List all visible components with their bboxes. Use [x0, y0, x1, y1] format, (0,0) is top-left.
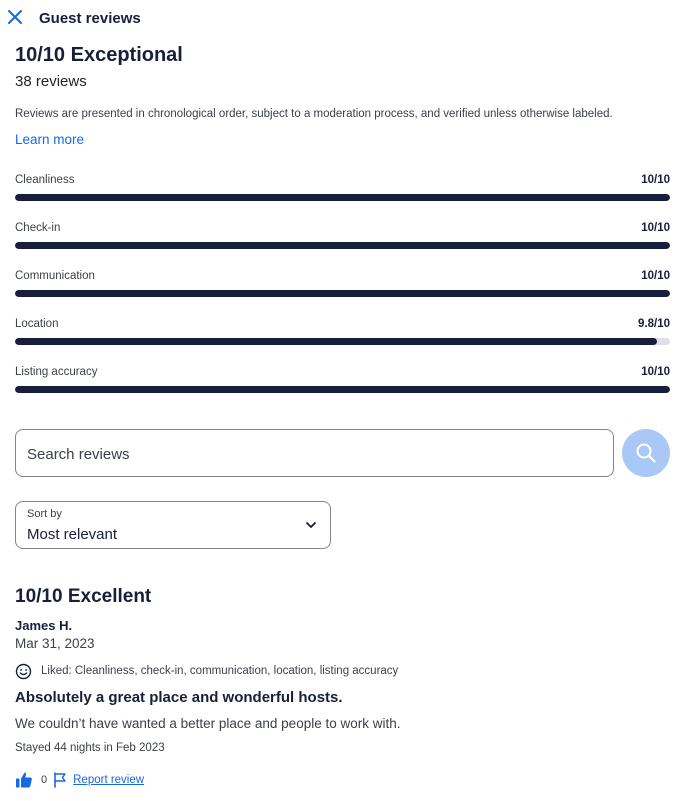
sort-label: Sort by [27, 508, 62, 520]
rating-value: 10/10 [641, 174, 670, 186]
reviewer-name: James H. [15, 618, 73, 633]
rating-bar [15, 194, 670, 201]
helpful-button[interactable] [15, 771, 33, 789]
sort-dropdown[interactable] [15, 501, 331, 549]
rating-bar-fill [15, 194, 670, 201]
thumbs-up-icon [15, 771, 33, 789]
dialog-title: Guest reviews [39, 10, 141, 27]
liked-aspects [15, 662, 398, 680]
liked-text: Liked: Cleanliness, check-in, communication, location, listing accuracy [41, 665, 399, 677]
rating-label: Listing accuracy [15, 366, 98, 378]
rating-bar-fill [15, 290, 670, 297]
rating-label: Check-in [15, 222, 61, 234]
report-review-link[interactable]: Report review [73, 774, 145, 786]
dialog-header [0, 0, 689, 36]
search-input[interactable] [27, 443, 597, 465]
rating-bar [15, 290, 670, 297]
review-date: Mar 31, 2023 [15, 636, 95, 651]
rating-bar-fill [15, 242, 670, 249]
rating-row-cleanliness [15, 174, 670, 208]
rating-row-check-in [15, 222, 670, 256]
review-actions [15, 770, 144, 790]
review-score: 10/10 Excellent [15, 586, 152, 607]
rating-row-location [15, 318, 670, 352]
search-field[interactable] [15, 429, 614, 477]
rating-bar [15, 338, 670, 345]
review-count: 38 reviews [15, 73, 87, 90]
rating-bar [15, 386, 670, 393]
rating-value: 10/10 [641, 366, 670, 378]
rating-bar-fill [15, 338, 657, 345]
rating-bar [15, 242, 670, 249]
chevron-down-icon [304, 518, 318, 532]
helpful-count: 0 [41, 774, 48, 786]
rating-bar-fill [15, 386, 670, 393]
rating-row-listing-accuracy [15, 366, 670, 400]
rating-label: Cleanliness [15, 174, 75, 186]
smiley-icon [15, 663, 32, 680]
close-icon [7, 9, 23, 25]
rating-value: 10/10 [641, 270, 670, 282]
sort-value: Most relevant [27, 526, 118, 543]
review-title: Absolutely a great place and wonderful hosts. [15, 689, 343, 706]
reviews-disclaimer: Reviews are presented in chronological order, subject to a moderation process, and verified unless otherwise labeled. [15, 108, 613, 120]
rating-label: Location [15, 318, 59, 330]
stay-details: Stayed 44 nights in Feb 2023 [15, 742, 165, 754]
review-body: We couldn’t have wanted a better place and people to work with. [15, 716, 401, 731]
overall-rating: 10/10 Exceptional [15, 44, 183, 66]
rating-label: Communication [15, 270, 95, 282]
search-icon [635, 442, 657, 464]
search-button[interactable] [622, 429, 670, 477]
learn-more-link[interactable]: Learn more [15, 132, 85, 147]
rating-value: 9.8/10 [638, 318, 670, 330]
rating-value: 10/10 [641, 222, 670, 234]
rating-row-communication [15, 270, 670, 304]
flag-icon [53, 772, 67, 788]
close-button[interactable] [4, 6, 26, 28]
